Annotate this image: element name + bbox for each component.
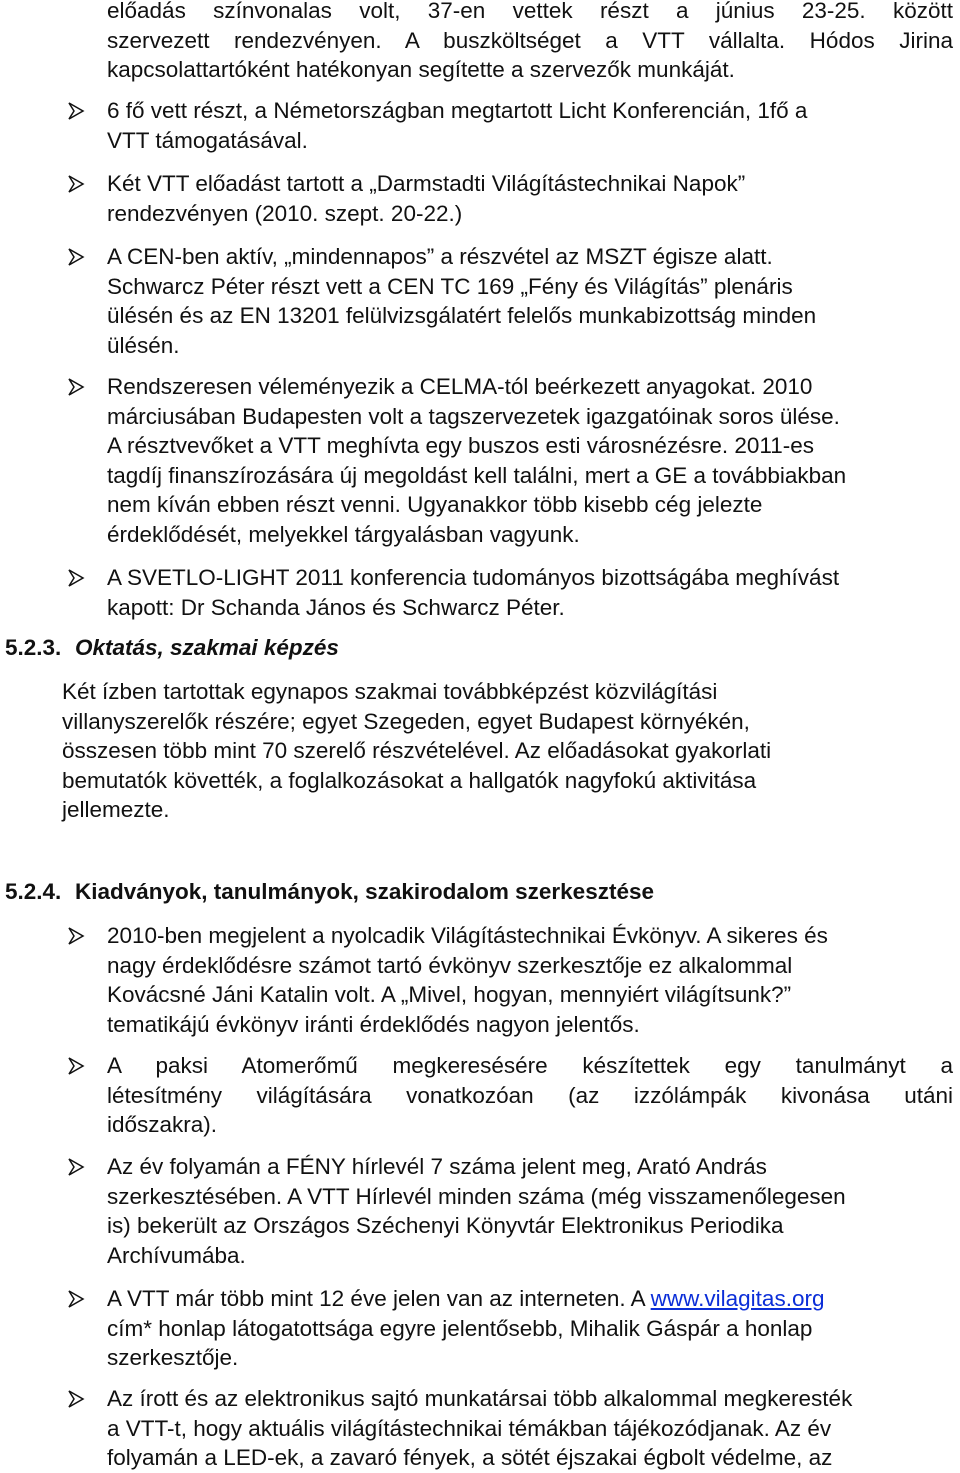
- list-item: [107, 921, 953, 1039]
- text-line: cím* honlap látogatottsága egyre jelentősebb, Mihalik Gáspár a honlap: [107, 1315, 813, 1341]
- text-line: [107, 1284, 953, 1314]
- text-line: A résztvevőket a VTT meghívta egy buszos esti városnézésre. 2011-es: [107, 433, 815, 458]
- website-link[interactable]: www.vilagitas.org: [650, 1286, 825, 1311]
- text-line: szervezett rendezvényen. A buszköltséget a VTT vállalta. Hódos Jirina: [107, 27, 953, 53]
- text-line: is) bekerült az Országos Széchenyi Könyvtár Elektronikus Periodika: [107, 1213, 784, 1238]
- text-line: a VTT-t, hogy aktuális világítástechnikai témákban tájékozódjanak. Az év: [107, 1415, 832, 1441]
- text-line: szerkesztője.: [107, 1345, 239, 1370]
- text-line: érdeklődését, melyekkel tárgyalásban vagyunk.: [107, 521, 580, 547]
- arrowhead-bullet-icon: [66, 101, 86, 121]
- text-line: előadás színvonalas volt, 37-en vettek részt a június 23-25. között: [107, 0, 953, 23]
- text-line: folyamán a LED-ek, a zavaró fények, a sötét éjszakai égbolt védelme, az: [107, 1445, 833, 1470]
- text-line: tagdíj finanszírozására új megoldást kell találni, mert a GE a továbbiakban: [107, 462, 847, 488]
- text-line: A SVETLO-LIGHT 2011 konferencia tudományos bizottságába meghívást: [107, 565, 840, 590]
- section-title: Kiadványok, tanulmányok, szakirodalom szerkesztése: [75, 879, 654, 904]
- text-line: szerkesztésében. A VTT Hírlevél minden száma (még visszamenőlegesen: [107, 1183, 846, 1209]
- list-item: [107, 1152, 953, 1270]
- text-line: Rendszeresen véleményezik a CELMA-tól beérkezett anyagokat. 2010: [107, 374, 813, 399]
- text-line: jellemezte.: [62, 797, 170, 822]
- text-line: Archívumába.: [107, 1242, 246, 1268]
- text-line: A paksi Atomerőmű megkeresésére készítettek egy tanulmányt a: [107, 1053, 953, 1078]
- text-line: időszakra).: [107, 1112, 218, 1137]
- text-line: nagy érdeklődésre számot tartó évkönyv szerkesztője ez alkalommal: [107, 952, 793, 978]
- text-line: A CEN-ben aktív, „mindennapos” a részvétel az MSZT égisze alatt.: [107, 244, 773, 269]
- list-item: [107, 1051, 953, 1140]
- text-line: Az év folyamán a FÉNY hírlevél 7 száma jelent meg, Arató András: [107, 1154, 767, 1179]
- body-paragraph: [62, 677, 942, 825]
- text-line: 2010-ben megjelent a nyolcadik Világítástechnikai Évkönyv. A sikeres és: [107, 923, 828, 948]
- text-line: Két ízben tartottak egynapos szakmai továbbképzést közvilágítási: [62, 679, 718, 704]
- web-line-text: A VTT már több mint 12 éve jelen van az interneten. A: [107, 1286, 651, 1311]
- text-line: rendezvényen (2010. szept. 20-22.): [107, 200, 463, 226]
- list-item: [107, 563, 953, 622]
- arrowhead-bullet-icon: [66, 1056, 86, 1076]
- text-line: nem kíván ebben részt venni. Ugyanakkor több kisebb cég jelezte: [107, 492, 763, 517]
- arrowhead-bullet-icon: [66, 1389, 86, 1409]
- list-item: [107, 1384, 953, 1473]
- section-number: 5.2.4.: [5, 879, 62, 904]
- text-line: Kovácsné Jáni Katalin volt. A „Mivel, hogyan, mennyiért világítsunk?”: [107, 982, 792, 1007]
- list-item: [107, 372, 953, 549]
- list-item: [107, 1284, 953, 1373]
- arrowhead-bullet-icon: [66, 247, 86, 267]
- text-line: kapcsolattartóként hatékonyan segítette a szervezők munkáját.: [107, 57, 735, 82]
- list-item: [107, 242, 953, 360]
- text-line: márciusában Budapesten volt a tagszervezetek igazgatóinak soros ülése.: [107, 403, 840, 429]
- text-line: VTT támogatásával.: [107, 127, 308, 153]
- text-line: ülésén.: [107, 332, 180, 358]
- section-heading: [5, 879, 654, 905]
- text-line: tematikájú évkönyv iránti érdeklődés nagyon jelentős.: [107, 1011, 640, 1037]
- section-heading: [5, 635, 339, 661]
- intro-paragraph: [107, 0, 953, 85]
- text-line: létesítmény világítására vonatkozóan (az izzólámpák kivonása utáni: [107, 1082, 953, 1108]
- text-line: Schwarcz Péter részt vett a CEN TC 169 „Fény és Világítás” plenáris: [107, 273, 793, 299]
- text-line: Két VTT előadást tartott a „Darmstadti Világítástechnikai Napok”: [107, 171, 746, 196]
- list-item: [107, 96, 953, 155]
- text-line: Az írott és az elektronikus sajtó munkatársai több alkalommal megkeresték: [107, 1386, 853, 1411]
- arrowhead-bullet-icon: [66, 926, 86, 946]
- text-line: bemutatók követték, a foglalkozásokat a hallgatók nagyfokú aktivitása: [62, 767, 757, 793]
- arrowhead-bullet-icon: [66, 1157, 86, 1177]
- text-line: ülésén és az EN 13201 felülvizsgálatért felelős munkabizottság minden: [107, 303, 817, 328]
- text-line: 6 fő vett részt, a Németországban megtartott Licht Konferencián, 1fő a: [107, 98, 808, 123]
- text-line: kapott: Dr Schanda János és Schwarcz Péter.: [107, 594, 565, 620]
- arrowhead-bullet-icon: [66, 377, 86, 397]
- arrowhead-bullet-icon: [66, 174, 86, 194]
- text-line: összesen több mint 70 szerelő részvételével. Az előadásokat gyakorlati: [62, 738, 772, 763]
- section-title: Oktatás, szakmai képzés: [75, 635, 339, 660]
- text-line: villanyszerelők részére; egyet Szegeden, egyet Budapest környékén,: [62, 708, 750, 734]
- section-number: 5.2.3.: [5, 635, 62, 660]
- list-item: [107, 169, 953, 228]
- arrowhead-bullet-icon: [66, 568, 86, 588]
- arrowhead-bullet-icon: [66, 1289, 86, 1309]
